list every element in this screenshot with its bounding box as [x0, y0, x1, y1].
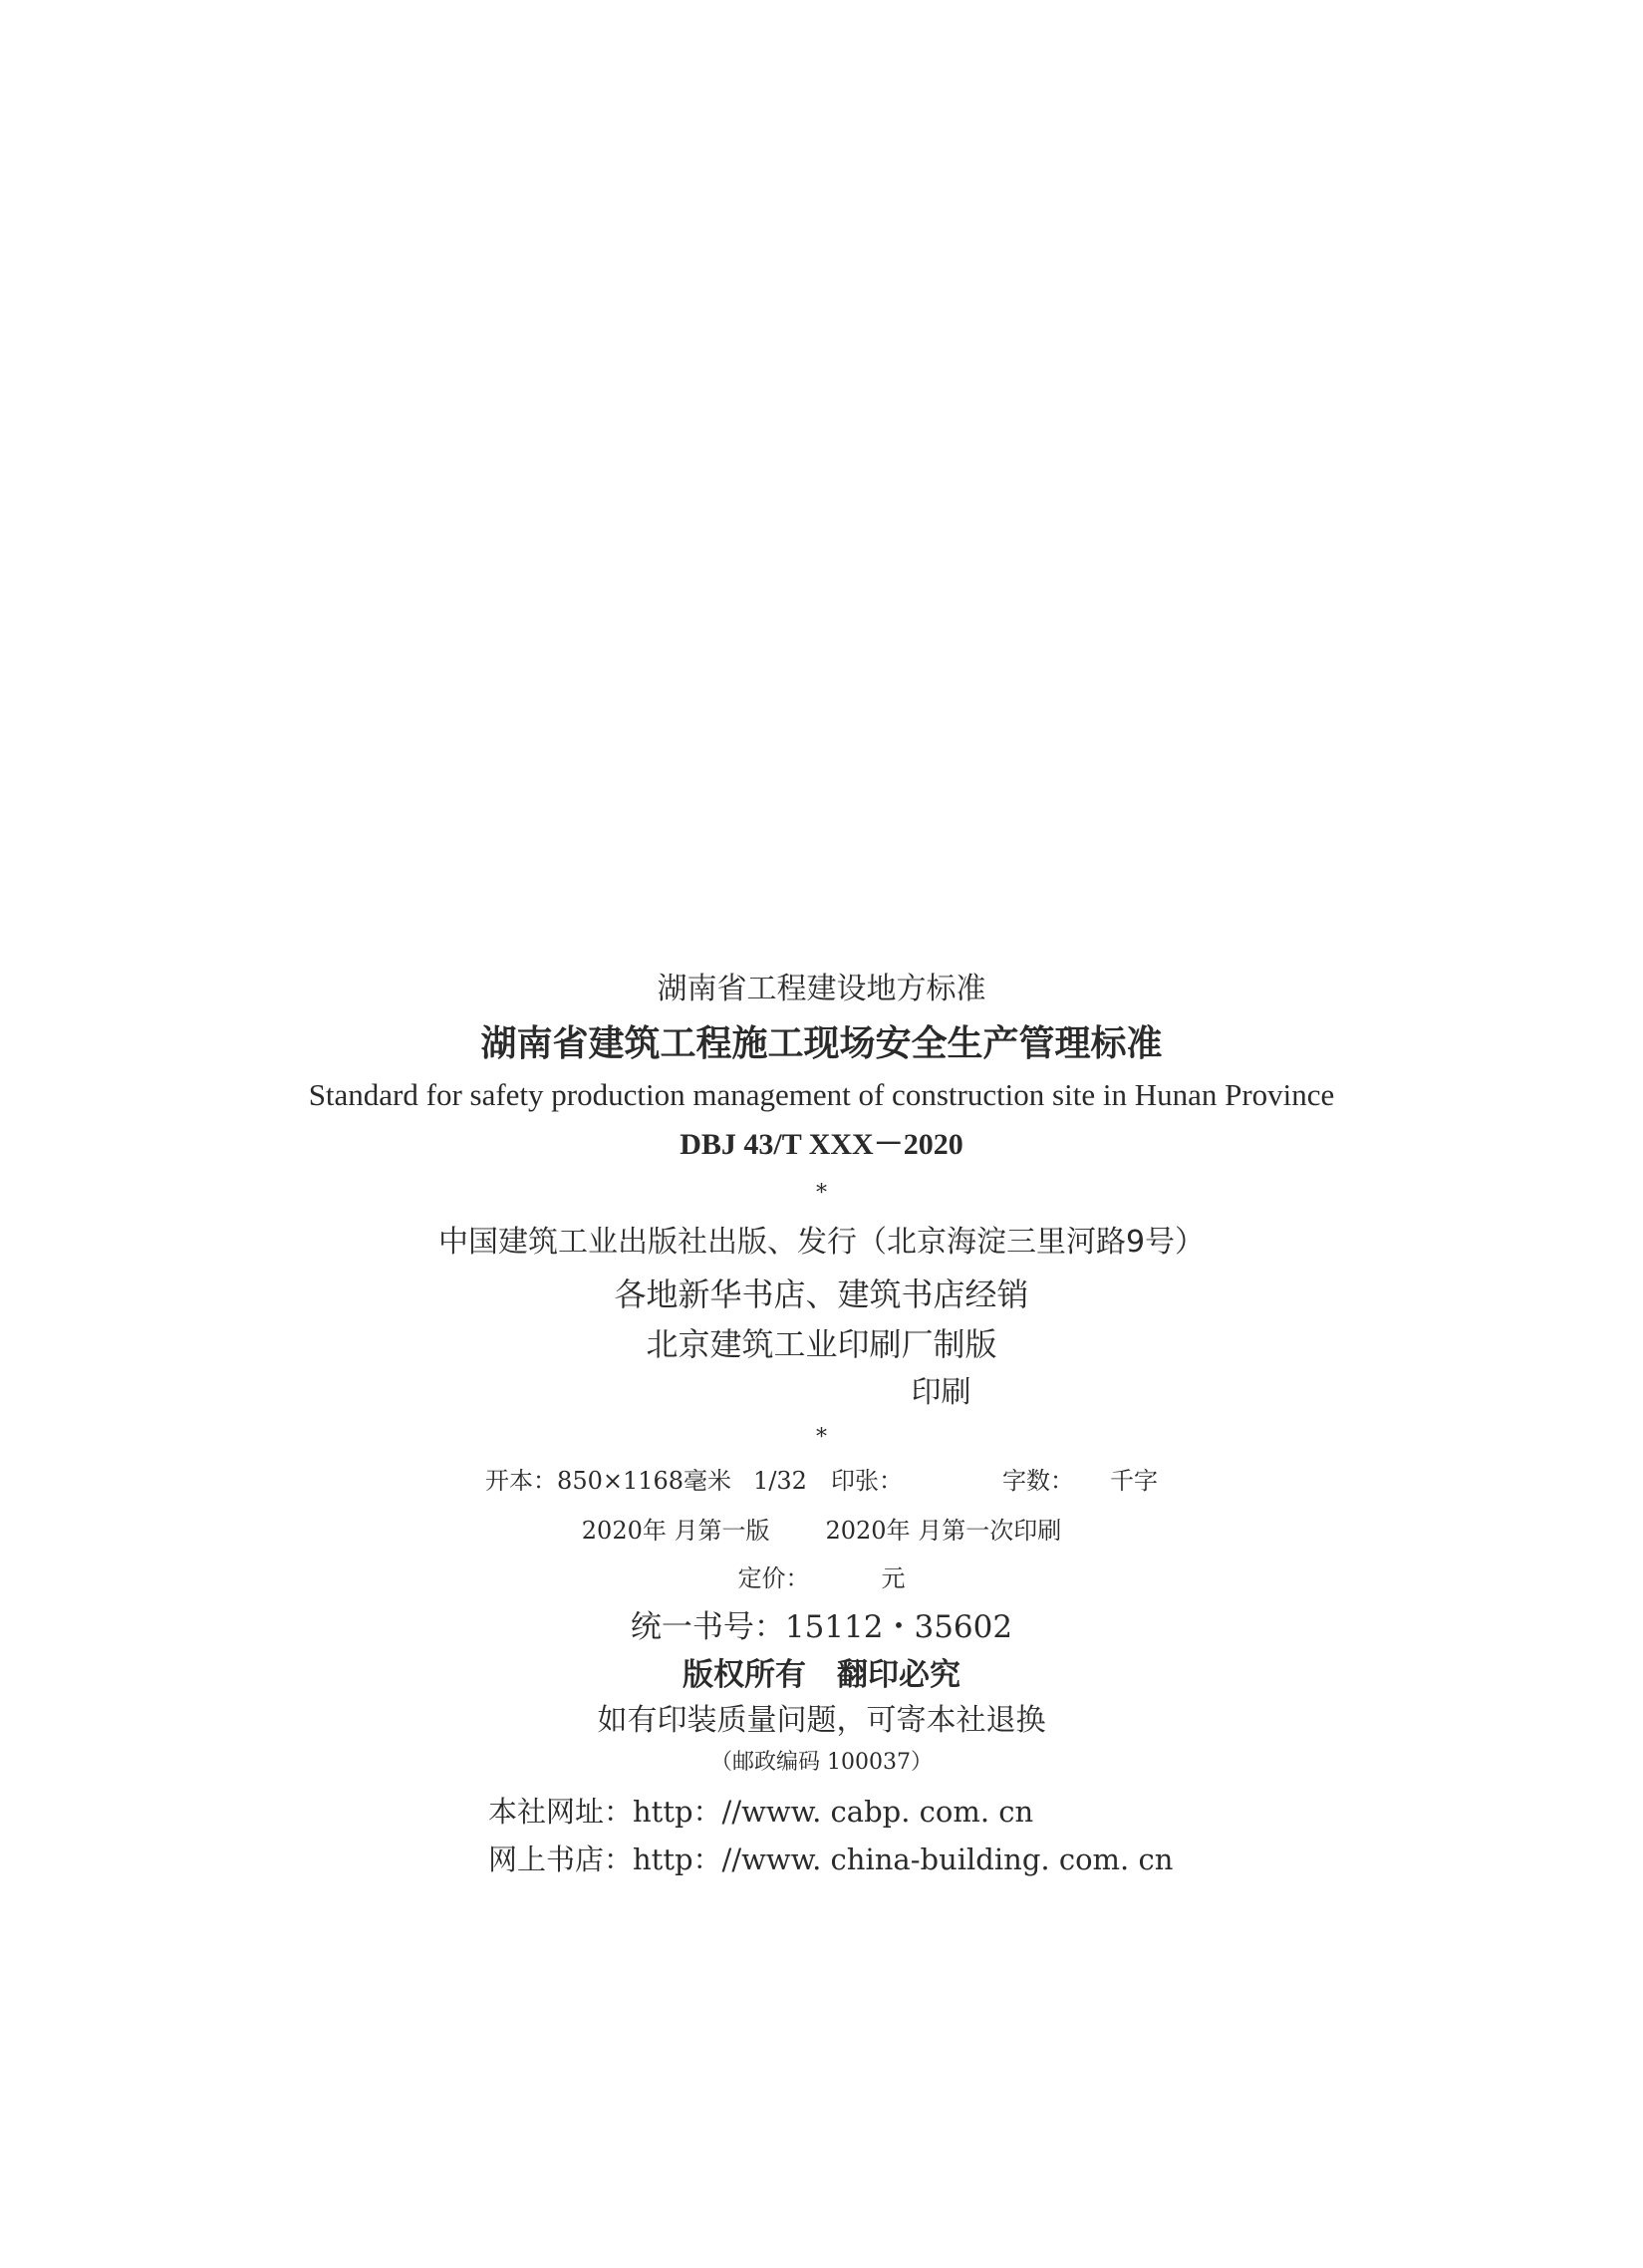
separator-star: *: [816, 1181, 827, 1206]
first-edition: 2020年 月第一版: [581, 1517, 770, 1545]
postcode: （邮政编码 100037）: [710, 1750, 933, 1775]
first-print: 2020年 月第一次印刷: [825, 1517, 1062, 1545]
book-number: 统一书号：15112・35602: [630, 1609, 1013, 1645]
copyright-notice: 版权所有 翻印必究: [683, 1657, 960, 1693]
standard-code: DBJ 43/T XXX－2020: [680, 1128, 963, 1161]
fold-value: 1/32: [753, 1467, 807, 1495]
format-value: 850×1168毫米: [557, 1467, 732, 1495]
standard-series: 湖南省工程建设地方标准: [657, 972, 986, 1006]
publisher-website: 本社网址：http：//www. cabp. com. cn: [488, 1795, 1034, 1829]
price-line: [0, 1566, 1643, 1590]
title-chinese: 湖南省建筑工程施工现场安全生产管理标准: [480, 1023, 1163, 1064]
price-unit: 元: [881, 1564, 906, 1592]
price-label: 定价：: [737, 1564, 810, 1592]
words-unit: 千字: [1109, 1467, 1158, 1495]
distributor-line: 各地新华书店、建筑书店经销: [614, 1276, 1029, 1313]
separator-star-2: *: [816, 1425, 827, 1450]
exchange-notice: 如有印装质量问题，可寄本社退换: [597, 1703, 1046, 1738]
online-bookstore: 网上书店：http：//www. china-building. com. cn: [488, 1843, 1174, 1876]
publisher-line: 中国建筑工业出版社出版、发行（北京海淀三里河路9号）: [437, 1225, 1206, 1260]
plate-maker-line: 北京建筑工业印刷厂制版: [646, 1325, 997, 1363]
format-label: 开本：: [485, 1467, 558, 1495]
format-spec-line: [0, 1469, 1643, 1493]
printer-line: [0, 1375, 1643, 1410]
words-label: 字数：: [1001, 1467, 1074, 1495]
title-english: Standard for safety production management of construction site in Hunan Province: [308, 1077, 1335, 1112]
edition-line: [0, 1519, 1643, 1543]
sheets-label: 印张：: [830, 1467, 903, 1495]
printer-label: 印刷: [911, 1375, 971, 1410]
